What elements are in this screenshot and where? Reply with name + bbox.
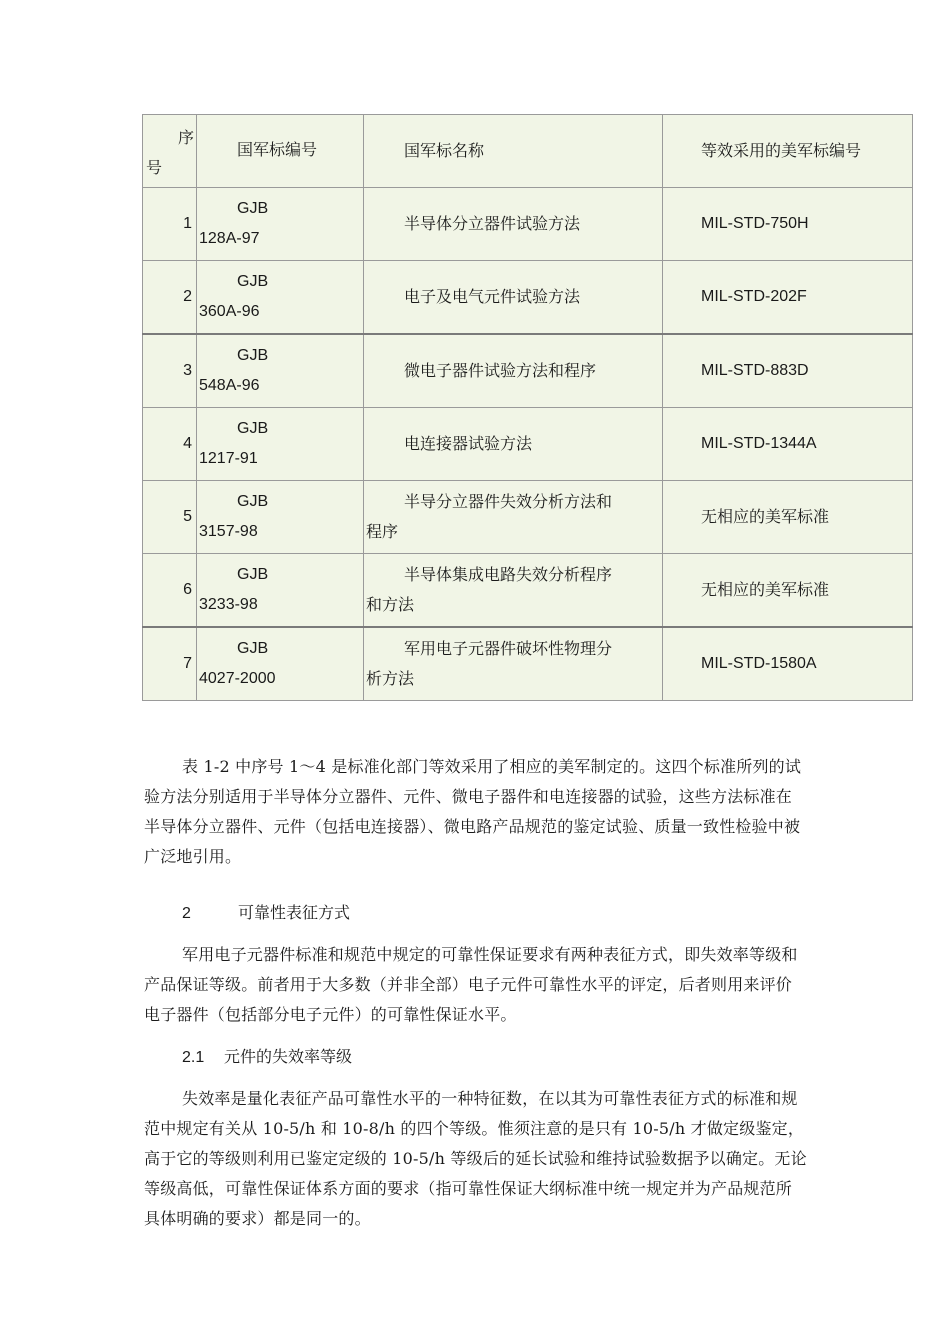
row-seq: 2: [183, 288, 192, 305]
section-heading-2-1: [182, 1042, 352, 1073]
row-mil: MIL-STD-1344A: [663, 408, 913, 481]
row-seq: 3: [183, 362, 192, 379]
subsection-number: 2.1: [182, 1049, 205, 1066]
row-seq: 5: [183, 508, 192, 525]
table-row: [143, 481, 913, 554]
table-header-row: [143, 115, 913, 188]
standards-table: [142, 114, 913, 701]
row-name: 军用电子元器件破坏性物理分: [404, 639, 613, 658]
row-code-prefix: GJB: [237, 640, 269, 657]
row-code-number: 3157-98: [199, 523, 258, 540]
row-code-number: 548A-96: [199, 377, 260, 394]
row-code-prefix: GJB: [237, 493, 269, 510]
subsection-title: 元件的失效率等级: [224, 1047, 353, 1066]
header-seq: [143, 115, 197, 188]
row-seq: 4: [183, 435, 192, 452]
section-number: 2: [182, 905, 191, 922]
paragraph-3: [144, 1084, 808, 1234]
row-seq: 6: [183, 581, 192, 598]
row-code-number: 4027-2000: [199, 670, 276, 687]
section-heading-2: [182, 898, 350, 929]
row-mil: MIL-STD-750H: [663, 188, 913, 261]
row-name: 半导体分立器件试验方法: [404, 214, 581, 233]
row-name: 半导分立器件失效分析方法和: [404, 492, 613, 511]
row-code-number: 3233-98: [199, 596, 258, 613]
row-code-prefix: GJB: [237, 566, 269, 583]
row-name: 微电子器件试验方法和程序: [404, 361, 597, 380]
paragraph-3-text: 失效率是量化表征产品可靠性水平的一种特征数，在以其为可靠性表征方式的标准和规范中规定有关从 10-5/h 和 10-8/h 的四个等级。惟须注意的是只有 10-5/h 才做定级鉴定，高于它的等级则利用已鉴定定级的 10-5/h 等级后的延长试验和维持试验数据予以确定。无论等级高低，可靠性保证体系方面的要求（指可靠性保证大纲标准中统一规定并为产品规范所具体明确的要求）都是同一的。: [144, 1089, 807, 1228]
table-row: [143, 261, 913, 335]
paragraph-2: [144, 940, 808, 1030]
row-code-prefix: GJB: [237, 420, 269, 437]
row-name: 电连接器试验方法: [404, 434, 533, 453]
row-name: 电子及电气元件试验方法: [404, 287, 581, 306]
table-row: [143, 554, 913, 628]
row-mil: 无相应的美军标准: [663, 554, 913, 628]
table-row: [143, 188, 913, 261]
row-code-prefix: GJB: [237, 200, 269, 217]
row-code-number: 1217-91: [199, 450, 258, 467]
header-code: 国军标编号: [197, 115, 364, 188]
row-seq: 7: [183, 655, 192, 672]
row-name-continued: 和方法: [366, 595, 415, 614]
paragraph-2-text: 军用电子元器件标准和规范中规定的可靠性保证要求有两种表征方式，即失效率等级和产品保证等级。前者用于大多数（并非全部）电子元件可靠性水平的评定，后者则用来评价电子器件（包括部分电子元件）的可靠性保证水平。: [144, 945, 798, 1024]
row-code-number: 128A-97: [199, 230, 260, 247]
row-seq: 1: [183, 215, 192, 232]
row-code-number: 360A-96: [199, 303, 260, 320]
row-name-continued: 析方法: [366, 669, 415, 688]
row-mil: MIL-STD-883D: [663, 334, 913, 408]
paragraph-1: [144, 752, 808, 872]
row-code-prefix: GJB: [237, 347, 269, 364]
header-seq-bottom: 号: [146, 158, 163, 177]
section-title: 可靠性表征方式: [238, 903, 351, 922]
table-row: [143, 408, 913, 481]
header-mil: 等效采用的美军标编号: [663, 115, 913, 188]
header-name: 国军标名称: [364, 115, 663, 188]
row-code-prefix: GJB: [237, 273, 269, 290]
row-mil: 无相应的美军标准: [663, 481, 913, 554]
header-seq-top: 序: [177, 128, 194, 147]
row-name-continued: 程序: [366, 522, 399, 541]
table-row: [143, 334, 913, 408]
table-row: [143, 627, 913, 701]
row-mil: MIL-STD-202F: [663, 261, 913, 335]
paragraph-1-text: 表 1-2 中序号 1～4 是标准化部门等效采用了相应的美军制定的。这四个标准所列的试验方法分别适用于半导体分立器件、元件、微电子器件和电连接器的试验，这些方法标准在半导体分立器件、元件（包括电连接器）、微电路产品规范的鉴定试验、质量一致性检验中被广泛地引用。: [144, 757, 802, 866]
row-name: 半导体集成电路失效分析程序: [404, 565, 613, 584]
row-mil: MIL-STD-1580A: [663, 627, 913, 701]
